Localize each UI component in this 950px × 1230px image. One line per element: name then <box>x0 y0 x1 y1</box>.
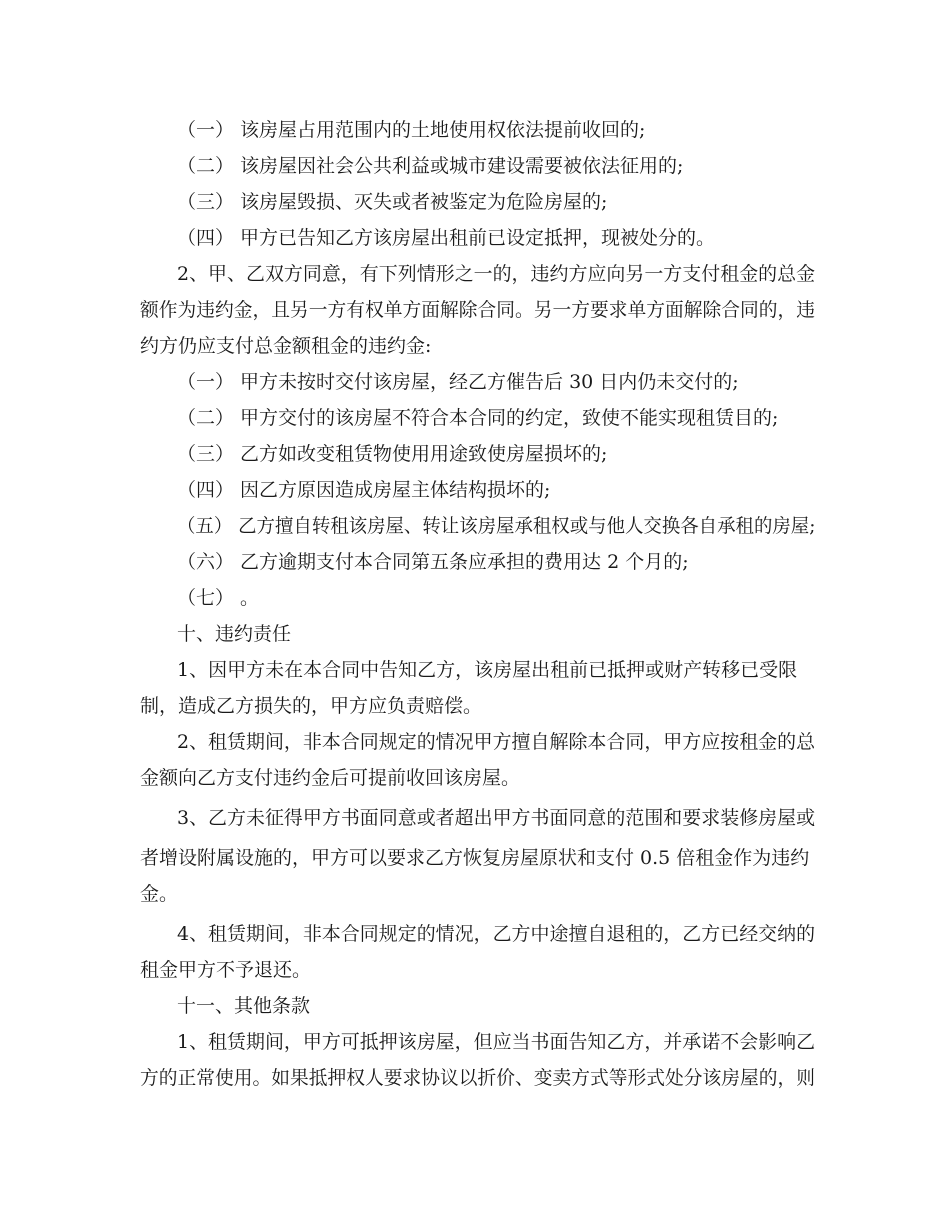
paragraph-line: （二） 该房屋因社会公共利益或城市建设需要被依法征用的; <box>177 155 684 177</box>
section-heading: 十、违约责任 <box>177 623 292 645</box>
paragraph-line: 金额向乙方支付违约金后可提前收回该房屋。 <box>140 767 521 789</box>
paragraph-line: （一） 甲方未按时交付该房屋，经乙方催告后 30 日内仍未交付的; <box>177 371 739 393</box>
paragraph-line: （三） 该房屋毁损、灭失或者被鉴定为危险房屋的; <box>177 191 608 213</box>
paragraph-line: 2、租赁期间，非本合同规定的情况甲方擅自解除本合同，甲方应按租金的总 <box>177 731 816 753</box>
paragraph-line: 4、租赁期间，非本合同规定的情况，乙方中途擅自退租的，乙方已经交纳的 <box>177 923 816 945</box>
paragraph-line: 1、因甲方未在本合同中告知乙方，该房屋出租前已抵押或财产转移已受限 <box>177 659 798 681</box>
paragraph-line: 租金甲方不予退还。 <box>140 959 312 981</box>
paragraph-line: 额作为违约金，且另一方有权单方面解除合同。另一方要求单方面解除合同的，违 <box>140 299 815 321</box>
paragraph-line: 方的正常使用。如果抵押权人要求协议以折价、变卖方式等形式处分该房屋的，则 <box>140 1067 815 1089</box>
paragraph-line: 制，造成乙方损失的，甲方应负责赔偿。 <box>140 695 483 717</box>
section-heading: 十一、其他条款 <box>177 995 311 1017</box>
paragraph-line: 3、乙方未征得甲方书面同意或者超出甲方书面同意的范围和要求装修房屋或 <box>177 807 816 829</box>
paragraph-line: （三） 乙方如改变租赁物使用用途致使房屋损坏的; <box>177 443 608 465</box>
paragraph-line: 1、租赁期间，甲方可抵押该房屋，但应当书面告知乙方，并承诺不会影响乙 <box>177 1031 816 1053</box>
paragraph-line: （六） 乙方逾期支付本合同第五条应承担的费用达 2 个月的; <box>177 551 689 573</box>
paragraph-line: （七） 。 <box>177 587 260 609</box>
paragraph-line: 约方仍应支付总金额租金的违约金: <box>140 335 432 357</box>
paragraph-line: 金。 <box>140 883 179 905</box>
paragraph-line: 2、甲、乙双方同意，有下列情形之一的，违约方应向另一方支付租金的总金 <box>177 263 816 285</box>
paragraph-line: （二） 甲方交付的该房屋不符合本合同的约定，致使不能实现租赁目的; <box>177 407 779 429</box>
paragraph-line: （一） 该房屋占用范围内的土地使用权依法提前收回的; <box>177 119 646 141</box>
paragraph-line: （四） 因乙方原因造成房屋主体结构损坏的; <box>177 479 551 501</box>
paragraph-line: （五） 乙方擅自转租该房屋、转让该房屋承租权或与他人交换各自承租的房屋; <box>177 515 816 537</box>
paragraph-line: （四） 甲方已告知乙方该房屋出租前已设定抵押，现被处分的。 <box>177 227 716 249</box>
paragraph-line: 者增设附属设施的，甲方可以要求乙方恢复房屋原状和支付 0.5 倍租金作为违约 <box>140 847 810 869</box>
